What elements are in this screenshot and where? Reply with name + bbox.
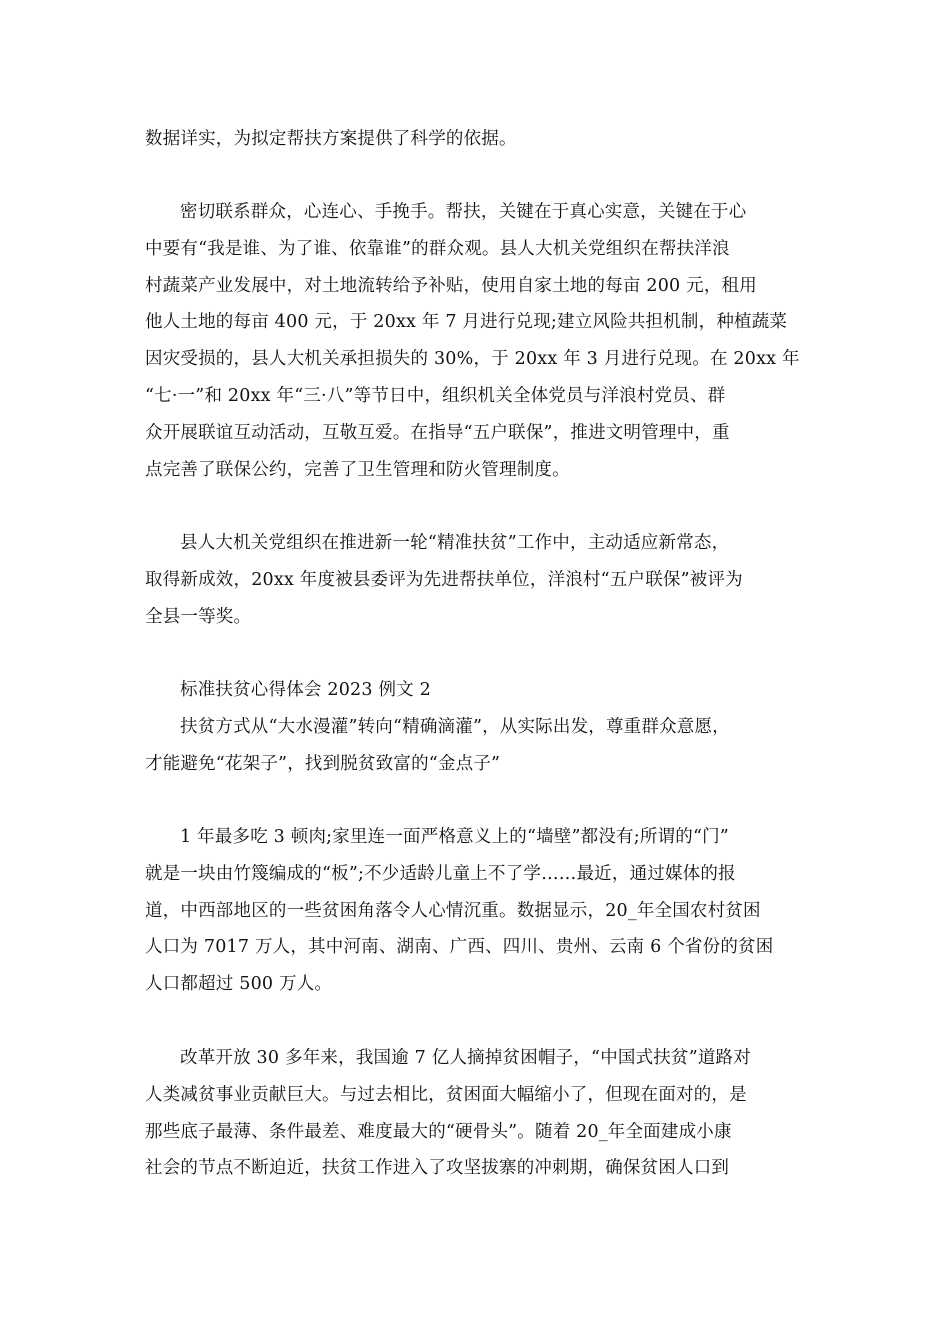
text-line: 中要有“我是谁、为了谁、依靠谁”的群众观。县人大机关党组织在帮扶洋浪 [145,238,730,259]
paragraph-poverty-data [145,819,810,1003]
heading-line: 标准扶贫心得体会 2023 例文 2 [180,680,431,700]
text-line: 才能避免“花架子”，找到脱贫致富的“金点子” [145,753,501,774]
section-heading [145,672,810,709]
text-line: 改革开放 30 多年来，我国逾 7 亿人摘掉贫困帽子，“中国式扶贫”道路对 [180,1048,751,1068]
paragraph-reform-opening [145,1040,810,1187]
text-line: 众开展联谊互动活动，互敬互爱。在指导“五户联保”，推进文明管理中，重 [145,422,730,443]
text-line: 道，中西部地区的一些贫困角落令人心情沉重。数据显示，20_年全国农村贫困 [145,900,761,921]
paragraph-basis [145,121,810,158]
text-line: 密切联系群众，心连心、手挽手。帮扶，关键在于真心实意，关键在于心 [180,202,747,222]
text-line: 就是一块由竹篾编成的“板”;不少适龄儿童上不了学……最近，通过媒体的报 [145,863,736,884]
paragraph-precision-poverty [145,525,810,635]
text-line: 人类减贫事业贡献巨大。与过去相比，贫困面大幅缩小了，但现在面对的，是 [145,1084,747,1105]
text-line: 数据详实，为拟定帮扶方案提供了科学的依据。 [145,129,517,149]
text-line: 因灾受损的，县人大机关承担损失的 30%，于 20xx 年 3 月进行兑现。在 20xx 年 [145,349,800,370]
paragraph-close-to-masses [145,194,810,488]
text-line: 点完善了联保公约，完善了卫生管理和防火管理制度。 [145,459,570,480]
text-line: 社会的节点不断迫近，扶贫工作进入了攻坚拔寨的冲刺期，确保贫困人口到 [145,1158,730,1179]
text-line: 人口都超过 500 万人。 [145,974,333,995]
text-line: 扶贫方式从“大水漫灌”转向“精确滴灌”，从实际出发，尊重群众意愿， [180,717,730,737]
text-line: 县人大机关党组织在推进新一轮“精准扶贫”工作中，主动适应新常态， [180,533,730,553]
text-line: 取得新成效，20xx 年度被县委评为先进帮扶单位，洋浪村“五户联保”被评为 [145,569,743,590]
text-line: 他人土地的每亩 400 元，于 20xx 年 7 月进行兑现;建立风险共担机制，种植蔬菜 [145,312,788,333]
text-line: 全县一等奖。 [145,606,252,627]
text-line: 那些底子最薄、条件最差、难度最大的“硬骨头”。随着 20_年全面建成小康 [145,1121,732,1142]
text-line: 人口为 7017 万人，其中河南、湖南、广西、四川、贵州、云南 6 个省份的贫困 [145,937,774,958]
text-line: “七·一”和 20xx 年“三·八”等节日中，组织机关全体党员与洋浪村党员、群 [145,385,726,406]
paragraph-drip-irrigation [145,709,810,783]
text-line: 1 年最多吃 3 顿肉;家里连一面严格意义上的“墙壁”都没有;所谓的“门” [180,827,729,847]
text-line: 村蔬菜产业发展中，对土地流转给予补贴，使用自家土地的每亩 200 元，租用 [145,275,757,296]
